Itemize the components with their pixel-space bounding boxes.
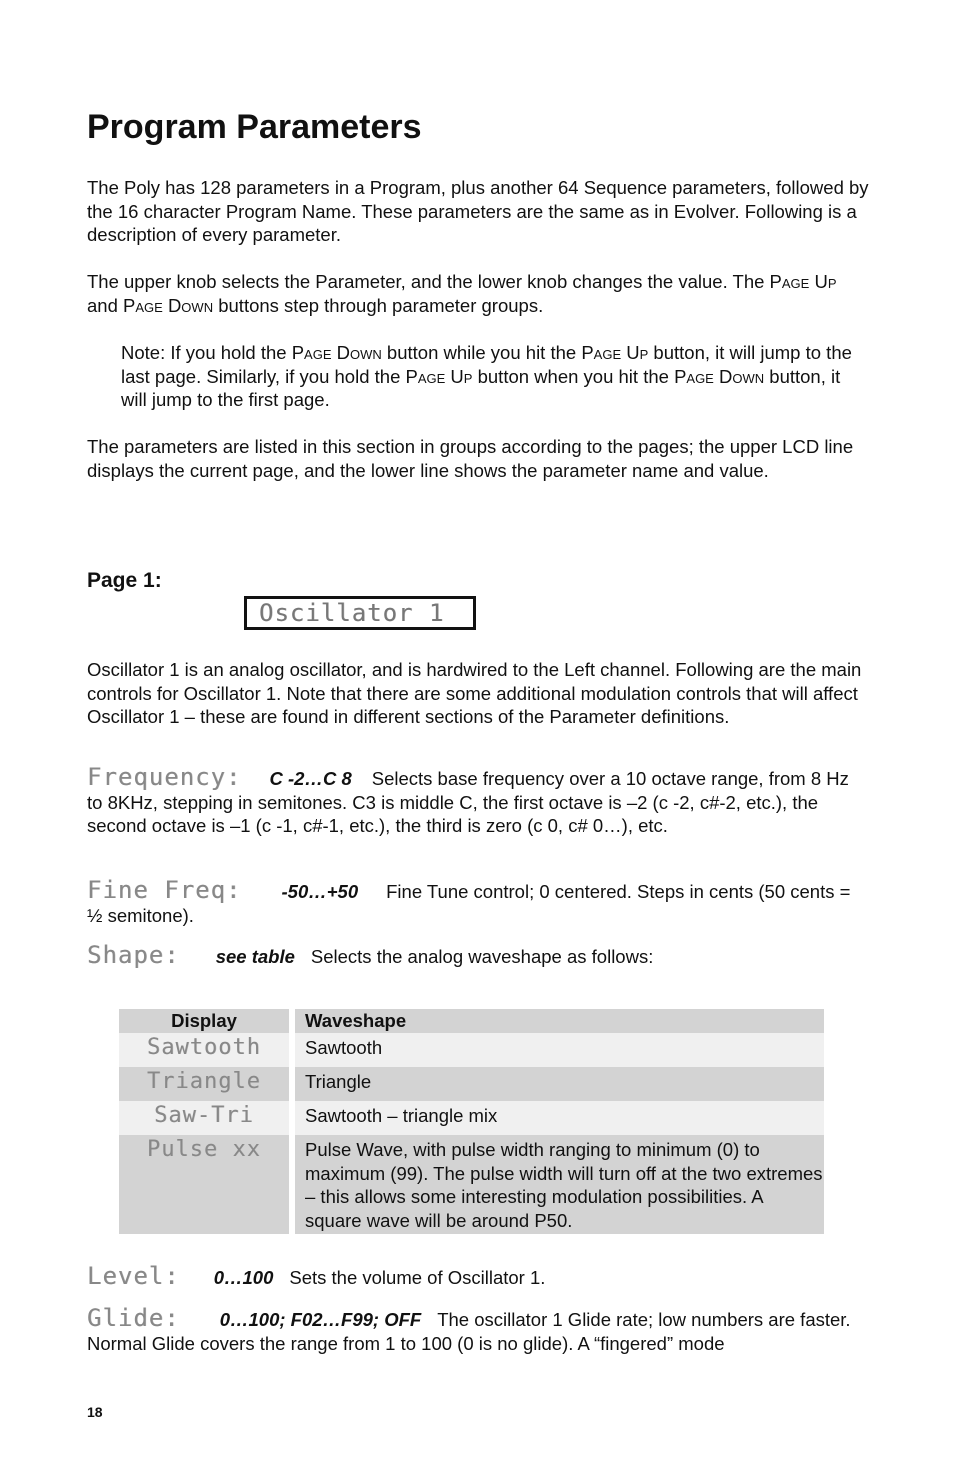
param-level — [87, 1262, 869, 1290]
page-up-key-label: Page Up — [405, 365, 473, 387]
param-name-lcd: Shape: — [87, 941, 180, 969]
param-range: 0…100 — [213, 1267, 274, 1288]
table-cell-display — [119, 1033, 289, 1067]
param-name-lcd: Glide: — [87, 1304, 180, 1332]
table-header-waveshape: Waveshape — [295, 1009, 824, 1033]
lcd-display-text: Oscillator 1 — [259, 599, 445, 627]
table-row — [119, 1135, 824, 1234]
param-description: Fine Tune control; 0 centered. Steps in cents (50 cents = ½ semitone). — [87, 881, 851, 926]
param-description: Selects base frequency over a 10 octave range, from 8 Hz to 8KHz, stepping in semitones. C3 is middle C, the first octave is –2 (c -2, c#-2, etc.), the second octave is –1 (c -1, c#-1, etc.), the third is zero (c 0, c# 0…), etc. — [87, 768, 849, 836]
table-cell-display — [119, 1101, 289, 1135]
param-range: C -2…C 8 — [269, 768, 352, 789]
text-run: button, it will jump to the last page. Similarly, if you hold the — [121, 342, 852, 387]
lcd-cell-text: Saw-Tri — [154, 1103, 254, 1128]
param-shape — [87, 941, 869, 969]
lcd-cell-text: Pulse xx — [147, 1137, 261, 1162]
table-row — [119, 1033, 824, 1067]
oscillator-description: Oscillator 1 is an analog oscillator, and is hardwired to the Left channel. Following are the main controls for Oscillator 1. Note that there are some additional modulation controls that will affect Oscillator 1 – these are found in different sections of the Parameter definitions. — [87, 659, 862, 727]
param-name-lcd: Fine Freq: — [87, 876, 242, 904]
table-cell-display — [119, 1067, 289, 1101]
text-run: buttons step through parameter groups. — [213, 294, 544, 316]
param-range: -50…+50 — [281, 881, 359, 902]
intro-paragraph-2 — [87, 270, 869, 317]
text-run: button while you hit the — [381, 342, 582, 363]
param-description: Sets the volume of Oscillator 1. — [289, 1267, 546, 1288]
table-cell-waveshape: Triangle — [295, 1067, 824, 1101]
table-cell-display — [119, 1135, 289, 1234]
param-glide — [87, 1304, 869, 1355]
lcd-cell-text: Triangle — [147, 1069, 261, 1094]
page-down-key-label: Page Down — [123, 294, 214, 316]
page-1-heading: Page 1: — [87, 569, 162, 592]
text-run: The upper knob selects the Parameter, and the lower knob changes the value. The — [87, 271, 770, 292]
param-description: Selects the analog waveshape as follows: — [310, 946, 654, 967]
param-frequency — [87, 763, 869, 838]
param-description: The oscillator 1 Glide rate; low numbers are faster. Normal Glide covers the range from 1 to 100 (0 is no glide). A “fingered” mode — [87, 1309, 851, 1354]
page-number: 18 — [87, 1404, 103, 1420]
page-title: Program Parameters — [87, 108, 422, 146]
param-fine-freq — [87, 876, 869, 927]
page-down-key-label: Page Down — [291, 342, 382, 363]
lcd-display-box — [244, 596, 476, 630]
param-range: 0…100; F02…F99; OFF — [219, 1309, 422, 1330]
table-cell-waveshape: Sawtooth — [295, 1033, 824, 1067]
text-run: Note: If you hold the — [121, 342, 292, 363]
page-up-key-label: Page Up — [581, 342, 649, 363]
table-row — [119, 1067, 824, 1101]
page-down-key-label: Page Down — [674, 365, 765, 387]
intro-paragraph-1: The Poly has 128 parameters in a Program, plus another 64 Sequence parameters, followed by the 16 character Program Name. These parameters are the same as in Evolver. Following is a description of every parameter. — [87, 177, 869, 245]
table-row — [119, 1101, 824, 1135]
waveshape-table — [119, 1009, 824, 1234]
table-header-row — [119, 1009, 824, 1033]
page-up-key-label: Page Up — [769, 271, 837, 292]
param-name-lcd: Level: — [87, 1262, 180, 1290]
param-name-lcd: Frequency: — [87, 763, 242, 791]
lcd-cell-text: Sawtooth — [147, 1035, 261, 1060]
table-cell-waveshape: Pulse Wave, with pulse width ranging to minimum (0) to maximum (99). The pulse width will turn off at the two extremes – this allows some interesting modulation possibilities. A square wave will be around P50. — [295, 1135, 824, 1234]
text-run: button, it will jump to the first page. — [121, 365, 841, 410]
table-cell-waveshape: Sawtooth – triangle mix — [295, 1101, 824, 1135]
text-run: and — [87, 294, 124, 316]
text-run: button when you hit the — [472, 365, 675, 387]
param-range: see table — [215, 946, 295, 967]
intro-paragraph-3: The parameters are listed in this section in groups according to the pages; the upper LCD line displays the current page, and the lower line shows the parameter name and value. — [87, 436, 854, 481]
table-header-display: Display — [119, 1009, 289, 1033]
note-paragraph — [121, 341, 871, 412]
